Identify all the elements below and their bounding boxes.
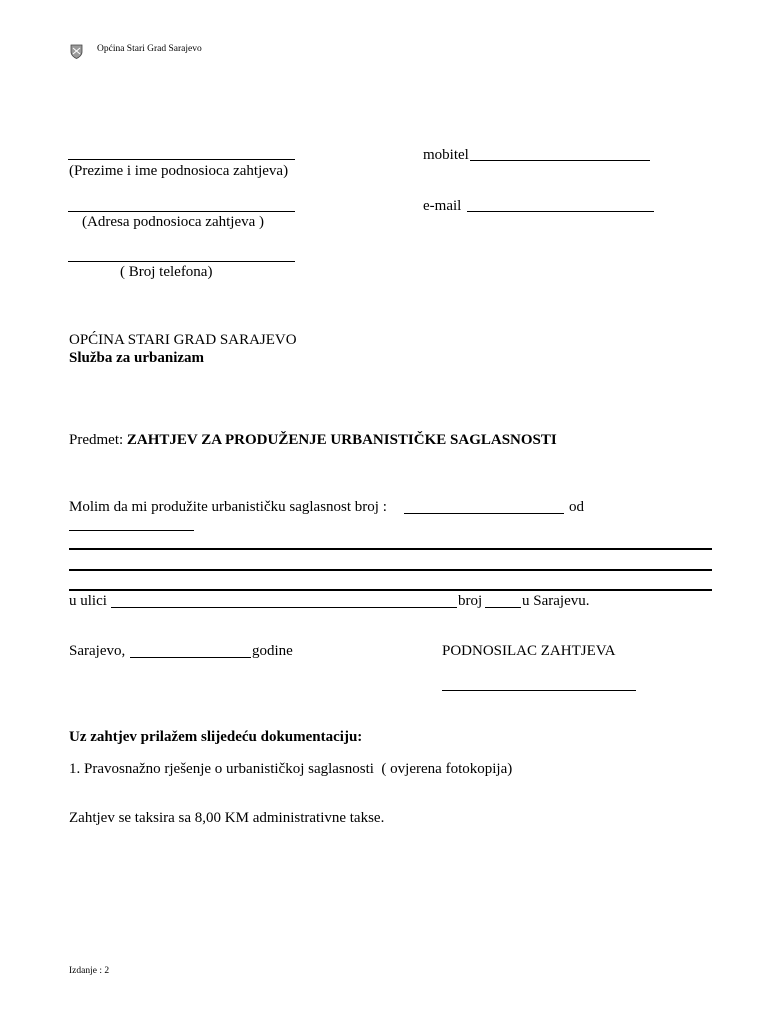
phone-field-label: ( Broj telefona) [120, 264, 213, 280]
description-line-2[interactable] [69, 569, 712, 571]
permit-number-field[interactable] [404, 513, 564, 514]
mobile-field-line[interactable] [470, 160, 650, 161]
name-field-label: (Prezime i ime podnosioca zahtjeva) [69, 163, 289, 179]
fee-note: Zahtjev se taksira sa 8,00 KM administrativne takse. [69, 810, 385, 826]
permit-date-field[interactable] [69, 530, 194, 531]
number-label: broj [458, 593, 483, 609]
place-label: Sarajevo, [69, 643, 126, 659]
street-label: u ulici [69, 593, 107, 609]
email-label: e-mail [423, 198, 462, 214]
subject-line [69, 431, 557, 449]
description-line-3[interactable] [69, 589, 712, 591]
phone-field-line[interactable] [68, 261, 295, 262]
recipient-department: Služba za urbanizam [69, 350, 205, 366]
address-field-line[interactable] [68, 211, 295, 212]
city-suffix: u Sarajevu. [522, 593, 590, 609]
mobile-label: mobitel [423, 147, 469, 163]
email-field-line[interactable] [467, 211, 654, 212]
description-line-1[interactable] [69, 548, 712, 550]
request-text: Molim da mi produžite urbanističku saglasnost broj : [69, 499, 387, 515]
address-field-label: (Adresa podnosioca zahtjeva ) [82, 214, 265, 230]
street-field[interactable] [111, 607, 457, 608]
attachments-heading: Uz zahtjev prilažem slijedeću dokumentaciju: [69, 729, 363, 745]
year-suffix: godine [252, 643, 293, 659]
footer-edition: Izdanje : 2 [69, 966, 110, 976]
date-field[interactable] [130, 657, 251, 658]
signature-field[interactable] [442, 690, 636, 691]
house-number-field[interactable] [485, 607, 521, 608]
name-field-line[interactable] [68, 159, 295, 160]
od-label: od [569, 499, 584, 515]
header-org-name: Općina Stari Grad Sarajevo [97, 44, 202, 54]
coat-of-arms-icon [70, 44, 83, 59]
recipient-org: OPĆINA STARI GRAD SARAJEVO [69, 332, 297, 348]
applicant-signature-label: PODNOSILAC ZAHTJEVA [442, 643, 616, 659]
subject-title: ZAHTJEV ZA PRODUŽENJE URBANISTIČKE SAGLASNOSTI [126, 432, 557, 448]
attachment-item: 1. Pravosnažno rješenje o urbanističkoj saglasnosti ( ovjerena fotokopija) [69, 761, 513, 777]
subject-prefix: Predmet: [69, 432, 124, 448]
